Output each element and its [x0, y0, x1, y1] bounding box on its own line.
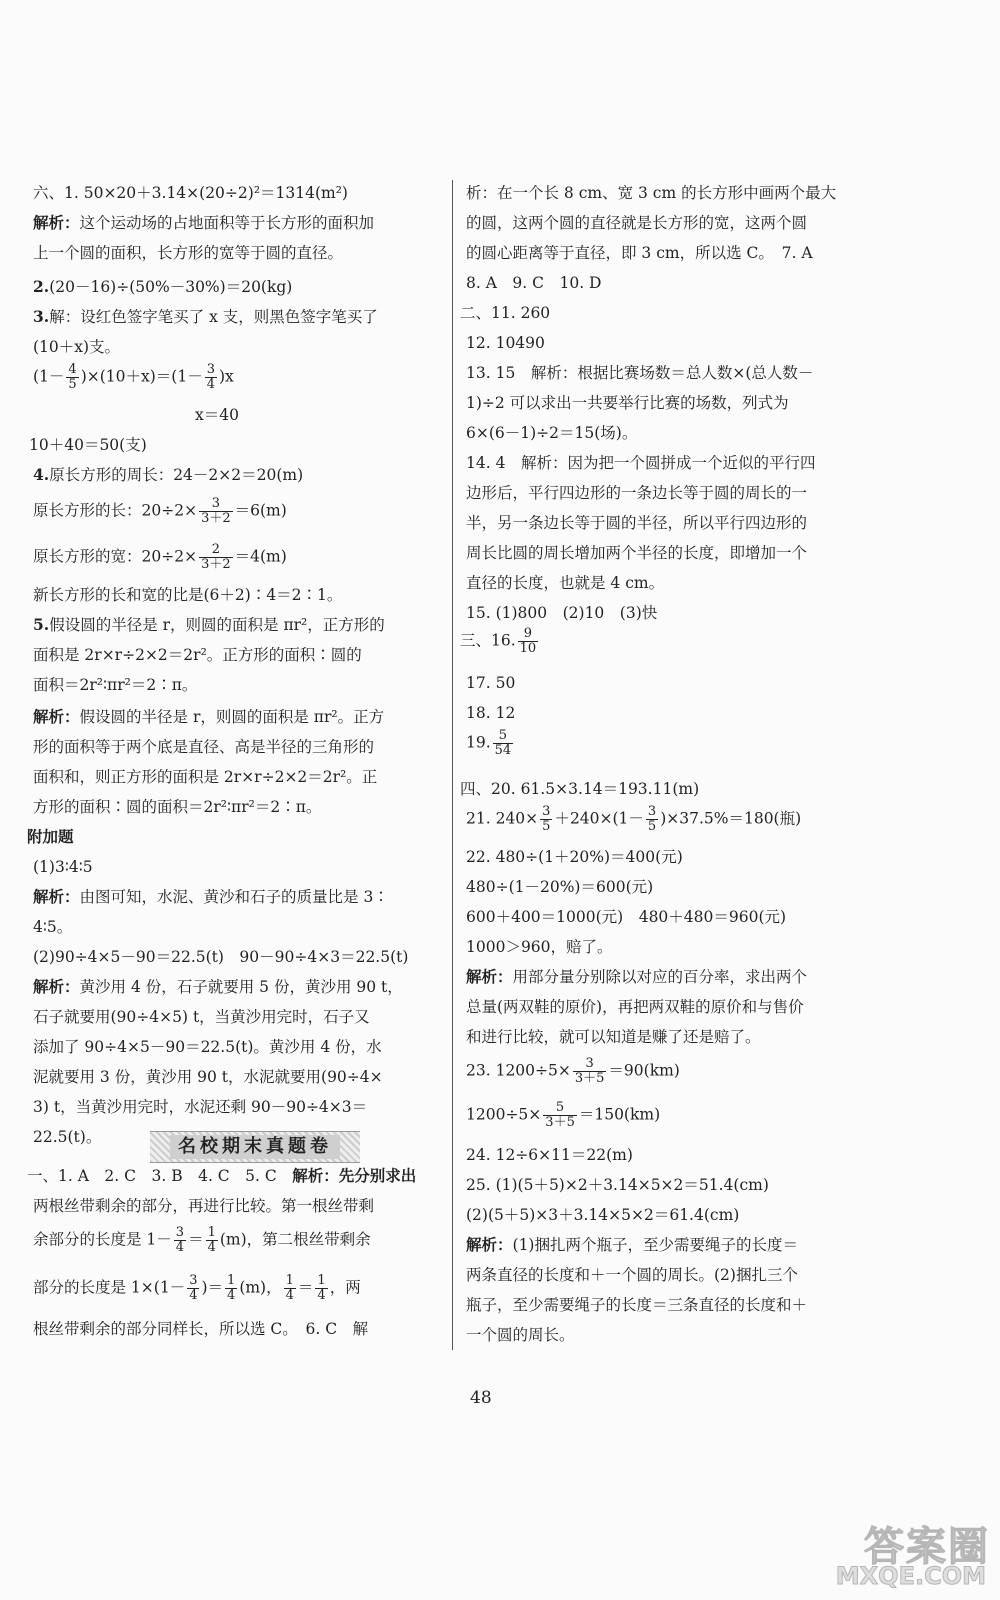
answer-line	[460, 627, 540, 656]
answer-text: 三、16.	[460, 631, 516, 650]
equation-text: (1－	[33, 367, 65, 386]
question-number: 3.	[33, 307, 50, 326]
answer-line	[33, 675, 197, 695]
answer-line	[466, 543, 807, 563]
answer-line	[466, 213, 807, 233]
section-title: 附加题	[27, 827, 74, 846]
answer-text: 600＋400＝1000(元) 480＋480＝960(元)	[466, 908, 787, 926]
answer-text: 假设圆的半径是 r，则圆的面积是 πr²。正方	[79, 708, 385, 726]
answer-text: 新长方形的长和宽的比是(6＋2)∶4＝2∶1。	[33, 586, 343, 604]
answer-line	[33, 183, 348, 203]
answer-line	[466, 1145, 633, 1165]
answer-line	[466, 703, 515, 723]
fraction: $\frac{3}{3+2}$	[201, 496, 231, 526]
banner-title: 名校期末真题卷	[170, 1135, 340, 1159]
answer-text: 13. 15	[466, 364, 516, 382]
analysis-label: 解析：	[466, 1235, 513, 1254]
answer-line	[33, 887, 389, 907]
equation-text: 21. 240×	[466, 809, 539, 828]
answer-text: 方形的面积∶圆的面积＝2r²∶πr²＝2∶π。	[33, 798, 322, 816]
answer-text: 的圆，这两个圆的直径就是长方形的宽，这两个圆	[466, 214, 808, 232]
answer-line	[466, 1205, 739, 1225]
equation-text: 部分的长度是 1×(1－	[33, 1278, 186, 1297]
answer-line	[33, 1097, 367, 1117]
answer-line	[33, 307, 378, 327]
answer-text: (1)捆扎两个瓶子，至少需要绳子的长度＝	[512, 1236, 798, 1254]
fraction: $\frac{3}{4}$	[175, 1225, 185, 1255]
answer-text: 两根丝带剩余的部分，再进行比较。第一根丝带剩	[33, 1197, 375, 1215]
answer-text: 的圆心距离等于直径，即 3 cm，所以选 C。 7. A	[466, 244, 813, 262]
answer-text: 3) t，当黄沙用完时，水泥还剩 90－90÷4×3＝	[33, 1098, 368, 1116]
equation-line	[195, 405, 239, 425]
answer-line	[466, 729, 515, 758]
answer-line	[33, 947, 408, 967]
answer-text: 直径的长度，也就是 4 cm。	[466, 574, 665, 592]
answer-text: 一、1. A 2. C 3. B 4. C 5. C	[27, 1167, 277, 1185]
equation-text: (m)，第二根丝带剩余	[219, 1230, 371, 1249]
question-number: 5.	[33, 615, 50, 634]
answer-text: 边形后，平行四边形的一条边长等于圆的周长的一	[466, 484, 808, 502]
answer-line	[466, 1235, 798, 1255]
equation-text: )×(10＋x)＝(1－	[80, 367, 203, 386]
answer-line	[33, 857, 93, 877]
fraction: $\frac{3}{4}$	[206, 362, 215, 392]
answer-text: 上一个圆的面积，长方形的宽等于圆的直径。	[33, 244, 344, 262]
answer-text: 4∶5。	[33, 918, 73, 936]
equation-text: )x	[219, 367, 234, 386]
answer-text: 由图可知，水泥、黄沙和石子的质量比是 3∶	[79, 888, 389, 906]
answer-line	[33, 465, 303, 485]
answer-line	[466, 673, 515, 693]
answer-text: 一个圆的周长。	[466, 1326, 575, 1344]
answer-text: 10＋40＝50(支)	[29, 436, 147, 454]
answer-text: (10＋x)支。	[33, 338, 121, 356]
answer-line	[33, 1127, 101, 1147]
answer-line	[466, 273, 602, 293]
answer-text: 泥就要用 3 份，黄沙用 90 t，水泥就要用(90÷4×	[33, 1068, 383, 1086]
fraction: $\frac{1}{4}$	[285, 1273, 294, 1303]
equation-text: 1200÷5×	[466, 1105, 542, 1124]
answer-line	[33, 645, 362, 665]
fraction: $\frac{9}{10}$	[519, 626, 537, 656]
answer-text: 面积和，则正方形的面积是 2r×r÷2×2＝2r²。正	[33, 768, 378, 786]
question-number: 4.	[33, 465, 50, 484]
answer-line	[466, 483, 807, 503]
answer-text: 15. (1)800 (2)10 (3)快	[466, 604, 658, 622]
answer-text: 25. (1)(5＋5)×2＋3.14×5×2＝51.4(cm)	[466, 1176, 769, 1194]
watermark-text: 答案圈	[864, 1524, 990, 1570]
answer-line	[33, 737, 374, 757]
equation-text: ＝4(m)	[234, 547, 287, 566]
answer-text: 8. A 9. C 10. D	[466, 274, 602, 292]
answer-line	[466, 363, 813, 383]
analysis-label: 解析：	[33, 707, 80, 726]
section-heading	[27, 827, 74, 847]
answer-text: 6×(6－1)÷2＝15(场)。	[466, 424, 638, 442]
equation-text: x＝40	[195, 406, 239, 424]
answer-line	[33, 1196, 374, 1216]
answer-line	[466, 1027, 761, 1047]
answer-line	[466, 937, 613, 957]
answer-text: (20－16)÷(50%－30%)＝20(kg)	[49, 278, 293, 296]
answer-text: 18. 12	[466, 704, 516, 722]
answer-text: 用部分量分别除以对应的百分率，求出两个	[512, 968, 808, 986]
answer-line	[466, 1265, 798, 1285]
answer-line	[466, 393, 789, 413]
answer-text: 石子就要用(90÷4×5) t，当黄沙用完时，石子又	[33, 1008, 370, 1026]
answer-line	[466, 423, 637, 443]
fraction: $\frac{3}{5}$	[647, 804, 657, 834]
answer-line	[33, 1007, 370, 1027]
answer-text: 二、11. 260	[460, 304, 551, 322]
answer-text: 面积＝2r²∶πr²＝2∶π。	[33, 676, 198, 694]
fraction: $\frac{3}{4}$	[189, 1273, 198, 1303]
answer-text: 解析：因为把一个圆拼成一个近似的平行四	[520, 454, 816, 472]
equation-text: 原长方形的长：20÷2×	[33, 501, 198, 520]
fraction: $\frac{1}{4}$	[317, 1273, 326, 1303]
answer-line	[33, 797, 321, 817]
question-number: 2.	[33, 277, 50, 296]
answer-line	[27, 1166, 416, 1186]
watermark-logo	[800, 1515, 990, 1590]
section-banner	[150, 1131, 360, 1163]
answer-line	[33, 277, 292, 297]
equation-line: 23. 1200÷5× $\frac{3}{3+5}$ ＝90(km)	[466, 1056, 680, 1086]
equation-line	[33, 497, 287, 526]
answer-text: 析：在一个长 8 cm、宽 3 cm 的长方形中画两个最大	[466, 184, 837, 202]
analysis-label: 解析：	[33, 977, 80, 996]
answer-text: 解析：先分别求出	[292, 1166, 417, 1185]
fraction: $\frac{5}{54}$	[494, 728, 512, 758]
answer-line	[33, 707, 384, 727]
equation-line: 1200÷5× $\frac{5}{3+5}$ ＝150(km)	[466, 1100, 661, 1130]
answer-line	[33, 917, 72, 937]
analysis-label: 解析：	[33, 887, 80, 906]
fraction: $\frac{1}{4}$	[207, 1225, 216, 1255]
answer-line	[466, 573, 664, 593]
answer-text: (1)3∶4∶5	[33, 858, 93, 876]
answer-line	[33, 615, 385, 635]
answer-text: 480÷(1－20%)＝600(元)	[466, 878, 654, 896]
answer-line	[466, 183, 836, 203]
answer-line	[33, 585, 342, 605]
watermark-url: MXQE.COM	[835, 1562, 986, 1590]
answer-text: 这个运动场的占地面积等于长方形的面积加	[79, 214, 375, 232]
answer-text: (2)(5＋5)×3＋3.14×5×2＝61.4(cm)	[466, 1206, 740, 1224]
equation-line	[33, 363, 234, 392]
answer-line	[466, 967, 807, 987]
equation-line	[33, 543, 287, 572]
fraction: $\frac{3}{3+5}$	[574, 1056, 605, 1086]
answer-line	[33, 213, 374, 233]
equation-line: 余部分的长度是 1－ $\frac{3}{4}$ ＝ $\frac{1}{4}$ (m)，第二根丝带剩余	[33, 1225, 371, 1255]
answer-line	[466, 997, 804, 1017]
answer-text: 添加了 90÷4×5－90＝22.5(t)。黄沙用 4 份，水	[33, 1038, 382, 1056]
answer-text: 原长方形的周长：24－2×2＝20(m)	[49, 466, 304, 484]
analysis-label: 解析：	[466, 967, 513, 986]
equation-line: 部分的长度是 1×(1－ $\frac{3}{4}$ )＝ $\frac{1}{4}$ (m)， $\frac{1}{4}$ ＝ $\frac{1}{4}$ ，两	[33, 1273, 361, 1303]
fraction: $\frac{1}{4}$	[227, 1273, 236, 1303]
equation-text: 原长方形的宽：20÷2×	[33, 547, 198, 566]
answer-text: 半，另一条边长等于圆的半径，所以平行四边形的	[466, 514, 808, 532]
answer-text: 假设圆的半径是 r，则圆的面积是 πr²，正方形的	[49, 616, 385, 634]
answer-text: 和进行比较，就可以知道是赚了还是赔了。	[466, 1028, 761, 1046]
answer-text: 面积是 2r×r÷2×2＝2r²。正方形的面积∶圆的	[33, 646, 362, 664]
answer-line	[466, 243, 813, 263]
answer-line	[466, 1175, 769, 1195]
answer-text: 14. 4	[466, 454, 506, 472]
answer-line	[33, 1319, 368, 1339]
fraction: $\frac{5}{3+5}$	[545, 1100, 575, 1130]
answer-line	[466, 847, 683, 867]
answer-line	[466, 333, 545, 353]
answer-line	[33, 337, 120, 357]
equation-text: 余部分的长度是 1－	[33, 1230, 172, 1249]
answer-line	[466, 1295, 807, 1315]
answer-text: 形的面积等于两个底是直径、高是半径的三角形的	[33, 738, 375, 756]
equation-text: ＝6(m)	[234, 501, 287, 520]
answer-line	[33, 243, 343, 263]
equation-line: 21. 240× $\frac{3}{5}$ ＋240×(1－ $\frac{3}{5}$ )×37.5%＝180(瓶)	[466, 804, 802, 834]
answer-line	[33, 1067, 383, 1087]
answer-text: 总量(两双鞋的原价)，再把两双鞋的原价和与售价	[466, 998, 804, 1016]
analysis-label: 解析：	[33, 213, 80, 232]
answer-text: 四、20. 61.5×3.14＝193.11(m)	[460, 780, 700, 798]
answer-text: 22.5(t)。	[33, 1128, 102, 1146]
answer-line	[466, 603, 657, 623]
answer-text: 19.	[466, 733, 491, 752]
answer-line	[460, 779, 699, 799]
answer-text: 六、1. 50×20＋3.14×(20÷2)²＝1314(m²)	[33, 184, 348, 202]
answer-line	[460, 303, 550, 323]
answer-text: (2)90÷4×5－90＝22.5(t) 90－90÷4×3＝22.5(t)	[33, 948, 409, 966]
answer-line	[466, 513, 807, 533]
answer-line	[33, 767, 377, 787]
answer-text: 黄沙用 4 份，石子就要用 5 份，黄沙用 90 t，	[79, 978, 403, 996]
answer-text: 12. 10490	[466, 334, 545, 352]
page-number: 48	[470, 1388, 492, 1408]
fraction: $\frac{3}{5}$	[542, 804, 551, 834]
equation-text: 23. 1200÷5×	[466, 1061, 571, 1080]
answer-text: 根丝带剩余的部分同样长，所以选 C。 6. C 解	[33, 1320, 369, 1338]
fraction: $\frac{2}{3+2}$	[201, 542, 231, 572]
answer-line	[466, 453, 815, 473]
fraction: $\frac{4}{5}$	[68, 362, 77, 392]
answer-line	[29, 435, 147, 455]
answer-text: 瓶子，至少需要绳子的长度＝三条直径的长度和＋	[466, 1296, 808, 1314]
answer-text: 24. 12÷6×11＝22(m)	[466, 1146, 633, 1164]
answer-line	[33, 977, 403, 997]
answer-line	[33, 1037, 382, 1057]
answer-text: 解：设红色签字笔买了 x 支，则黑色签字笔买了	[49, 308, 378, 326]
answer-text: 17. 50	[466, 674, 516, 692]
answer-text: 22. 480÷(1＋20%)＝400(元)	[466, 848, 683, 866]
answer-line	[466, 907, 786, 927]
answer-line	[466, 877, 653, 897]
answer-text: 1)÷2 可以求出一共要举行比赛的场数，列式为	[466, 394, 789, 412]
answer-text: 两条直径的长度和＋一个圆的周长。(2)捆扎三个	[466, 1266, 798, 1284]
answer-text: 解析：根据比赛场数＝总人数×(总人数－	[530, 364, 814, 382]
answer-text: 周长比圆的周长增加两个半径的长度，即增加一个	[466, 544, 808, 562]
answer-line	[466, 1325, 575, 1345]
answer-text: 1000＞960，赔了。	[466, 938, 613, 956]
column-divider	[452, 180, 453, 1350]
